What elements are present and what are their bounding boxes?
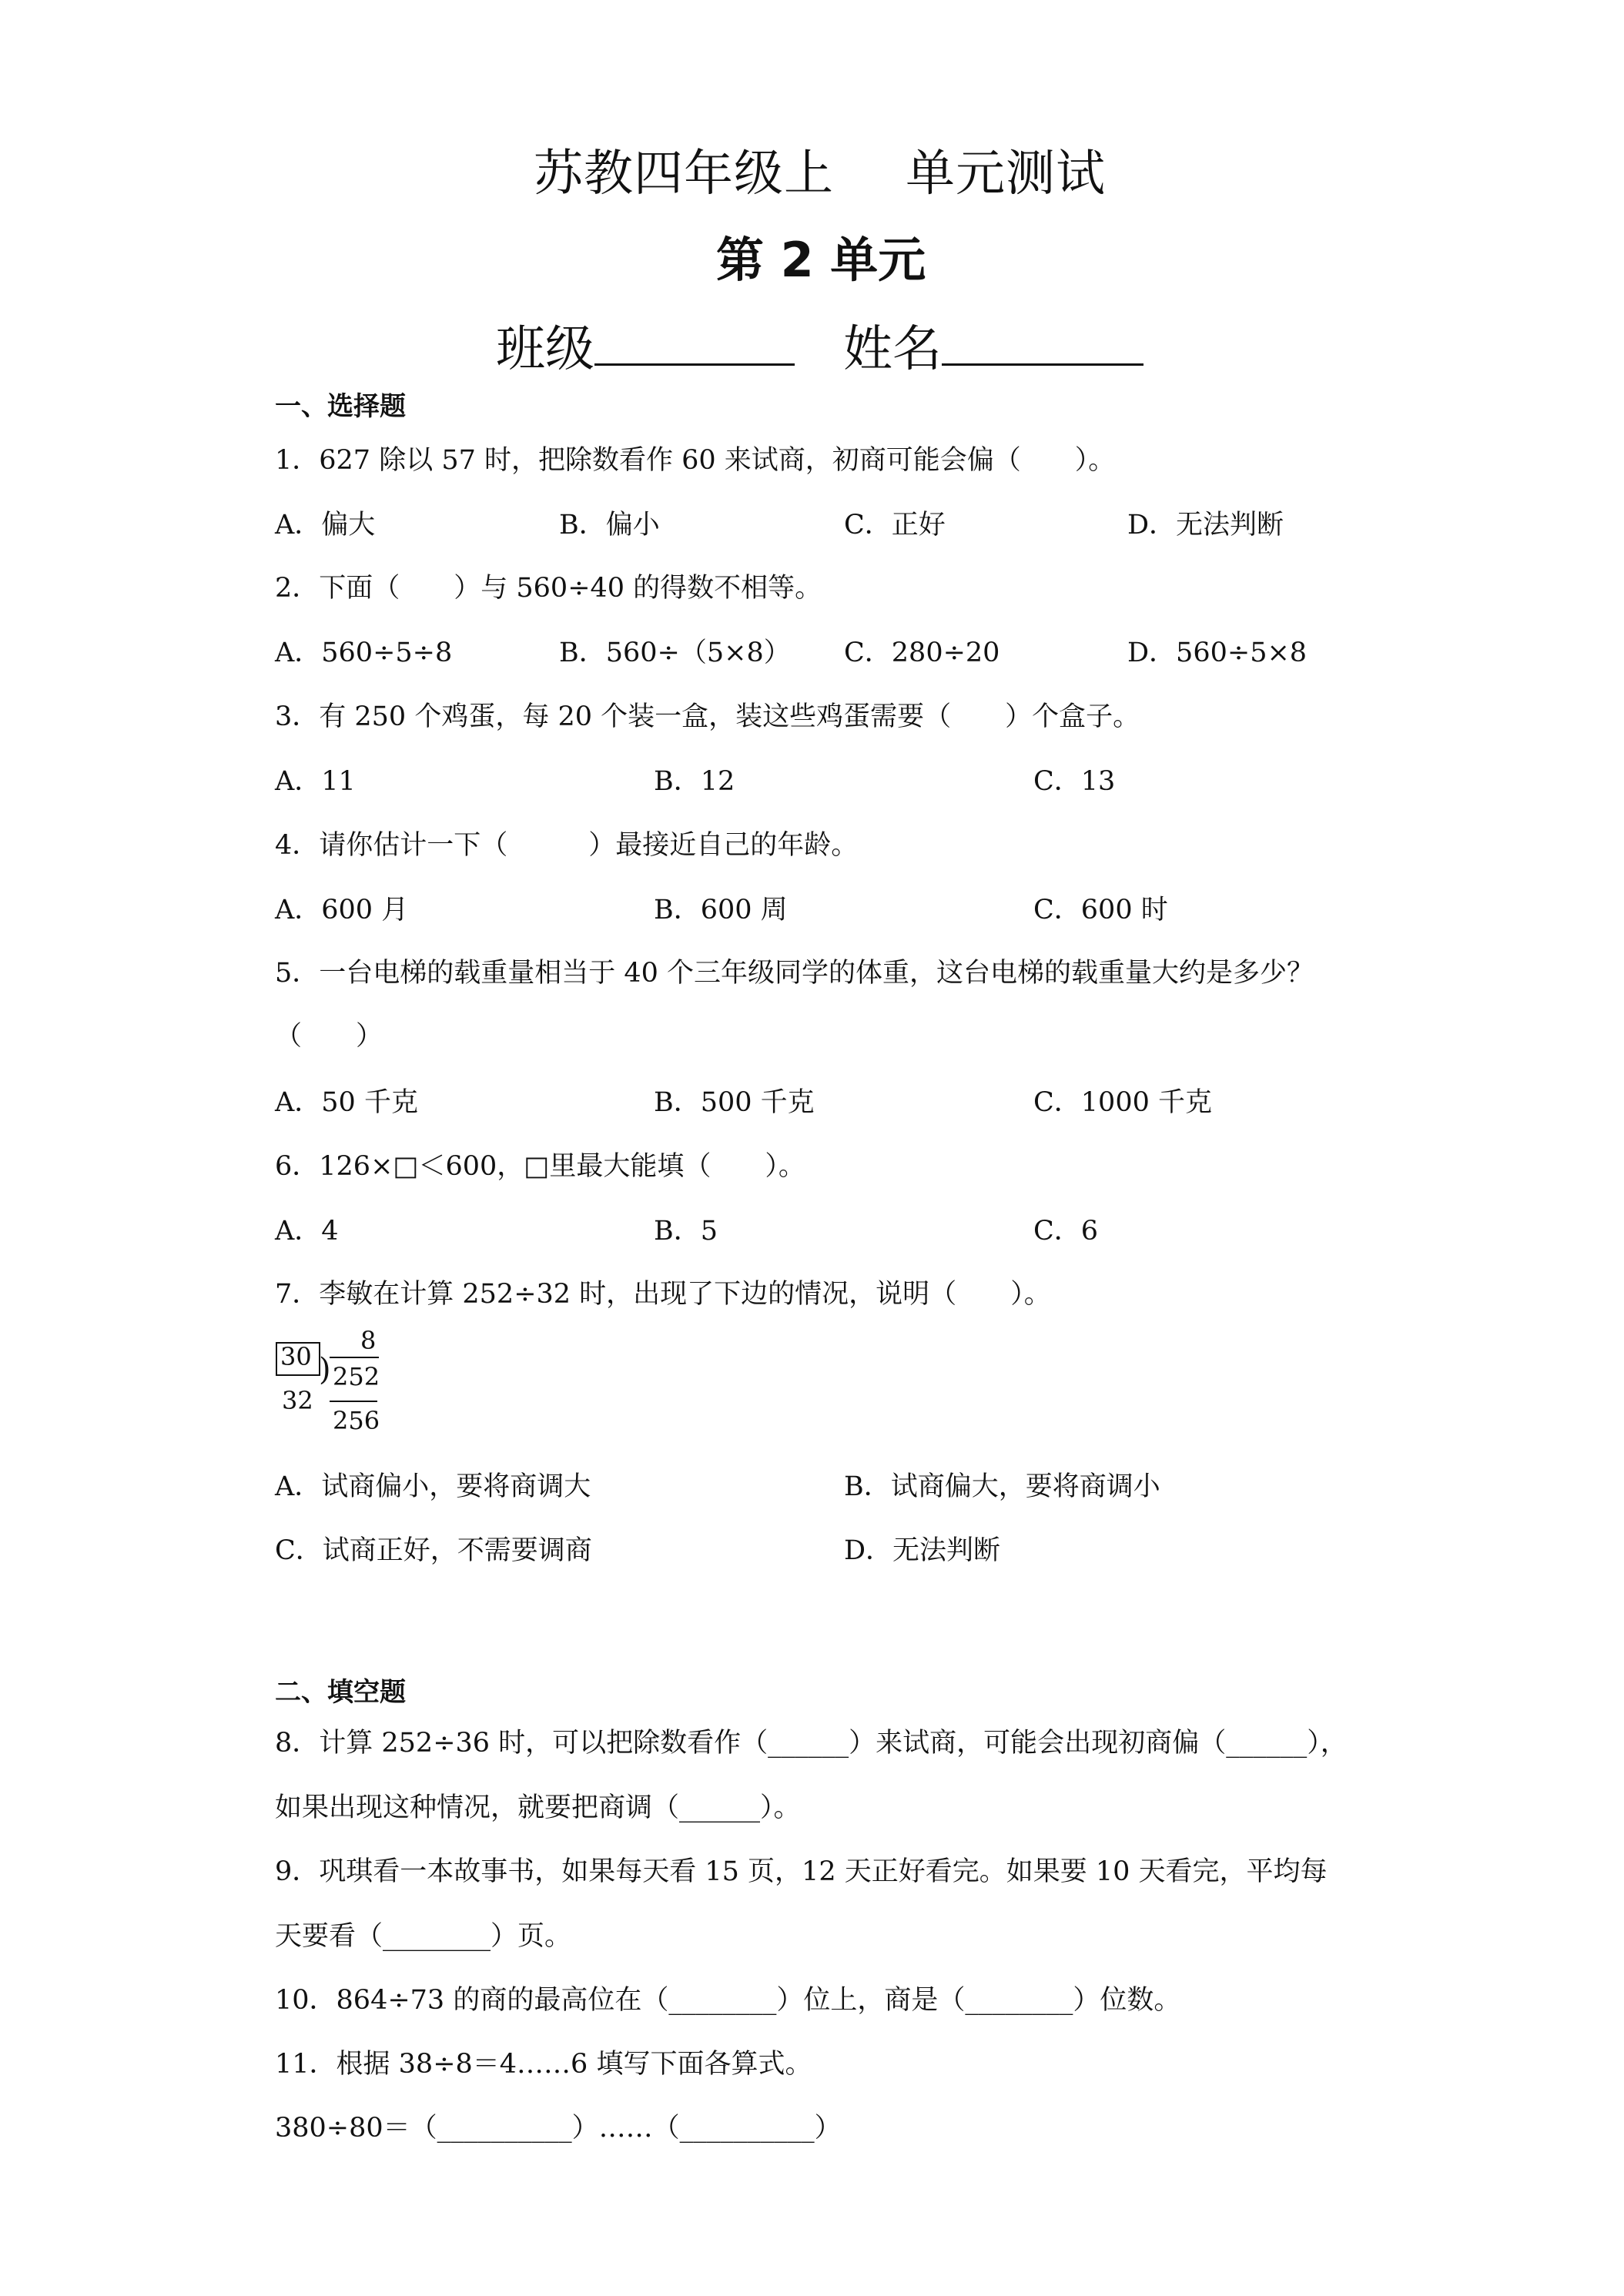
question-5-blank: （ ） xyxy=(275,1021,383,1052)
q6-option-c[interactable]: C．6 xyxy=(1033,1216,1099,1247)
question-8-line1: 8．计算 252÷36 时，可以把除数看作（______）来试商，可能会出现初商偏（______）， xyxy=(275,1728,1348,1759)
class-field xyxy=(496,310,795,380)
q3-option-a[interactable]: A．11 xyxy=(275,766,356,797)
question-5: 5．一台电梯的载重量相当于 40 个三年级同学的体重，这台电梯的载重量大约是多少？ xyxy=(275,958,1314,989)
title-right: 单元测试 xyxy=(906,146,1106,202)
q7-option-b[interactable]: B．试商偏大，要将商调小 xyxy=(844,1471,1160,1502)
q5-option-c[interactable]: C．1000 千克 xyxy=(1033,1087,1212,1118)
q1-option-b[interactable]: B．偏小 xyxy=(559,510,660,541)
question-9-line2: 天要看（________）页。 xyxy=(275,1921,572,1952)
q4-option-a[interactable]: A．600 月 xyxy=(275,895,409,925)
q7-option-d[interactable]: D．无法判断 xyxy=(844,1535,1001,1566)
division-bracket: ) xyxy=(319,1352,331,1387)
q5-option-a[interactable]: A．50 千克 xyxy=(275,1087,418,1118)
question-6: 6．126×□＜600，□里最大能填（ ）。 xyxy=(275,1151,805,1182)
division-product: 256 xyxy=(333,1406,380,1435)
name-label: 姓名 xyxy=(843,321,942,378)
division-quotient: 8 xyxy=(360,1326,377,1355)
q7-option-c[interactable]: C．试商正好，不需要调商 xyxy=(275,1535,592,1566)
q2-option-b[interactable]: B．560÷（5×8） xyxy=(559,638,791,668)
q5-option-b[interactable]: B．500 千克 xyxy=(654,1087,815,1118)
title-left: 苏教四年级上 xyxy=(534,146,834,202)
unit-subtitle: 第 2 单元 xyxy=(716,232,926,288)
name-blank[interactable] xyxy=(942,323,1143,366)
q3-option-c[interactable]: C．13 xyxy=(1033,766,1116,797)
name-field xyxy=(843,310,1143,380)
q1-option-c[interactable]: C．正好 xyxy=(844,510,946,541)
class-label: 班级 xyxy=(496,321,594,378)
question-10: 10．864÷73 的商的最高位在（________）位上，商是（________）位数。 xyxy=(275,1985,1181,2016)
division-product-underline xyxy=(330,1401,377,1402)
question-9-line1: 9．巩琪看一本故事书，如果每天看 15 页，12 天正好看完。如果要 10 天看完，平均每 xyxy=(275,1856,1328,1887)
question-11-line2: 380÷80＝（__________）……（__________） xyxy=(275,2113,842,2144)
q3-option-b[interactable]: B．12 xyxy=(654,766,735,797)
section-heading-fill: 二、填空题 xyxy=(275,1677,406,1708)
section-heading-choice: 一、选择题 xyxy=(275,391,406,422)
boxed-estimate: 30 xyxy=(280,1342,312,1371)
q1-option-d[interactable]: D．无法判断 xyxy=(1127,510,1284,541)
division-divisor: 32 xyxy=(282,1386,313,1415)
question-7: 7．李敏在计算 252÷32 时，出现了下边的情况，说明（ ）。 xyxy=(275,1279,1051,1310)
class-blank[interactable] xyxy=(594,323,795,366)
question-4: 4．请你估计一下（ ）最接近自己的年龄。 xyxy=(275,830,859,861)
q2-option-c[interactable]: C．280÷20 xyxy=(844,638,1000,668)
q6-option-b[interactable]: B．5 xyxy=(654,1216,718,1247)
question-2: 2．下面（ ）与 560÷40 的得数不相等。 xyxy=(275,573,822,604)
question-11-line1: 11．根据 38÷8＝4……6 填写下面各算式。 xyxy=(275,2049,812,2080)
q4-option-b[interactable]: B．600 周 xyxy=(654,895,788,925)
q6-option-a[interactable]: A．4 xyxy=(275,1216,339,1247)
question-1: 1．627 除以 57 时，把除数看作 60 来试商，初商可能会偏（ ）。 xyxy=(275,445,1116,476)
q7-option-a[interactable]: A．试商偏小，要将商调大 xyxy=(275,1471,591,1502)
q2-option-d[interactable]: D．560÷5×8 xyxy=(1127,638,1308,668)
q4-option-c[interactable]: C．600 时 xyxy=(1033,895,1168,925)
q1-option-a[interactable]: A．偏大 xyxy=(275,510,376,541)
question-8-line2: 如果出现这种情况，就要把商调（______）。 xyxy=(275,1792,801,1823)
question-3: 3．有 250 个鸡蛋，每 20 个装一盒，装这些鸡蛋需要（ ）个盒子。 xyxy=(275,701,1140,732)
division-bar xyxy=(330,1357,379,1358)
division-dividend: 252 xyxy=(333,1362,380,1391)
q2-option-a[interactable]: A．560÷5÷8 xyxy=(275,638,453,668)
